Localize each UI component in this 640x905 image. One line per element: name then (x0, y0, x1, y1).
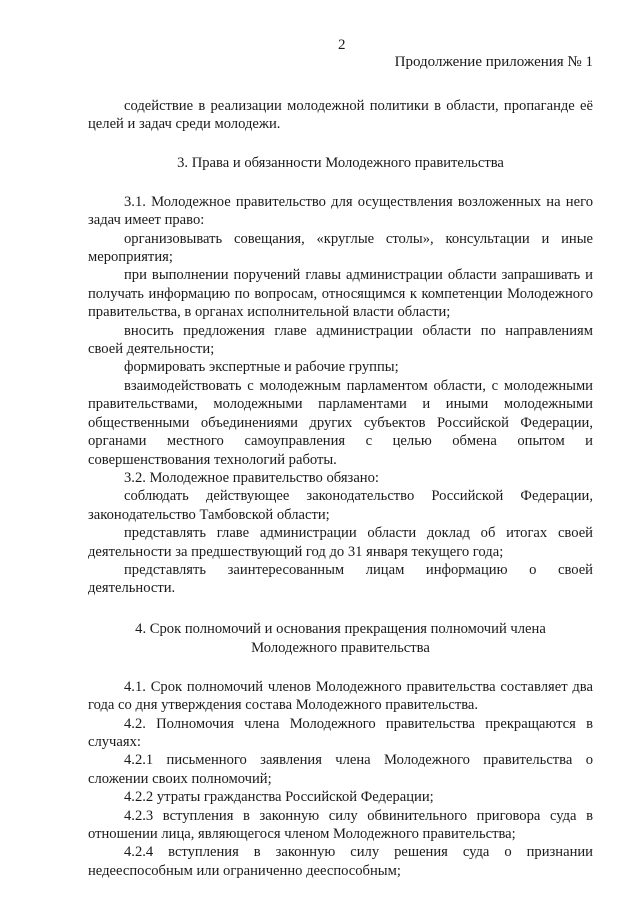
section-4-title-line-1: 4. Срок полномочий и основания прекращения полномочий члена (135, 620, 546, 637)
section-3-paragraph: организовывать совещания, «круглые столы», консультации и иные мероприятия; (88, 230, 593, 266)
section-4-paragraph: 4.2.4 вступления в законную силу решения суда о признании недееспособным или ограниченно дееспособным; (88, 844, 593, 879)
section-3-title: 3. Права и обязанности Молодежного правительства (177, 154, 504, 171)
section-3-paragraph: 3.2. Молодежное правительство обязано: (124, 469, 379, 486)
page-number: 2 (338, 37, 346, 53)
section-4-title (88, 620, 593, 658)
section-3-paragraph: 3.1. Молодежное правительство для осуществления возложенных на него задач имеет право: (88, 193, 593, 229)
appendix-note: Продолжение приложения № 1 (394, 54, 593, 70)
intro-paragraph: содействие в реализации молодежной политики в области, пропаганде её целей и задач среди молодежи. (88, 98, 593, 133)
section-4-title-line-2: Молодежного правительства (251, 639, 430, 656)
section-3-paragraph: представлять заинтересованным лицам информацию о своей деятельности. (88, 561, 593, 597)
section-4-paragraph: 4.2. Полномочия члена Молодежного правительства прекращаются в случаях: (88, 715, 593, 750)
section-4-paragraph: 4.2.1 письменного заявления члена Молодежного правительства о сложении своих полномочий; (88, 752, 593, 787)
section-3-paragraph: представлять главе администрации области доклад об итогах своей деятельности за предшествующий год до 31 января текущего года; (88, 525, 593, 560)
section-3-paragraph: вносить предложения главе администрации области по направлениям своей деятельности; (88, 322, 593, 358)
section-4-paragraph: 4.2.3 вступления в законную силу обвинительного приговора суда в отношении лица, являющегося членом Молодежного правительства; (88, 807, 593, 842)
section-4-paragraph: 4.1. Срок полномочий членов Молодежного правительства составляет два года со дня утверждения состава Молодежного правительства. (88, 678, 593, 714)
document-body (88, 97, 593, 880)
section-4-paragraph: 4.2.2 утраты гражданства Российской Федерации; (124, 789, 434, 806)
section-3-paragraph: соблюдать действующее законодательство Российской Федерации, законодательство Тамбовской области; (88, 488, 593, 523)
section-3-paragraph: при выполнении поручений главы администрации области запрашивать и получать информацию по вопросам, относящимся к компетенции Молодежного правительства, в органах исполнительной власти области; (88, 267, 593, 321)
section-3-paragraph: формировать экспертные и рабочие группы; (124, 359, 399, 376)
section-3-paragraph: взаимодействовать с молодежным парламентом области, с молодежными правительствами, молодежными парламентами и иными молодежными общественными объединениями других субъектов Российской Федерации, органами местного самоуправления с целью обмена опытом и совершенствования технологий работы. (88, 377, 593, 468)
